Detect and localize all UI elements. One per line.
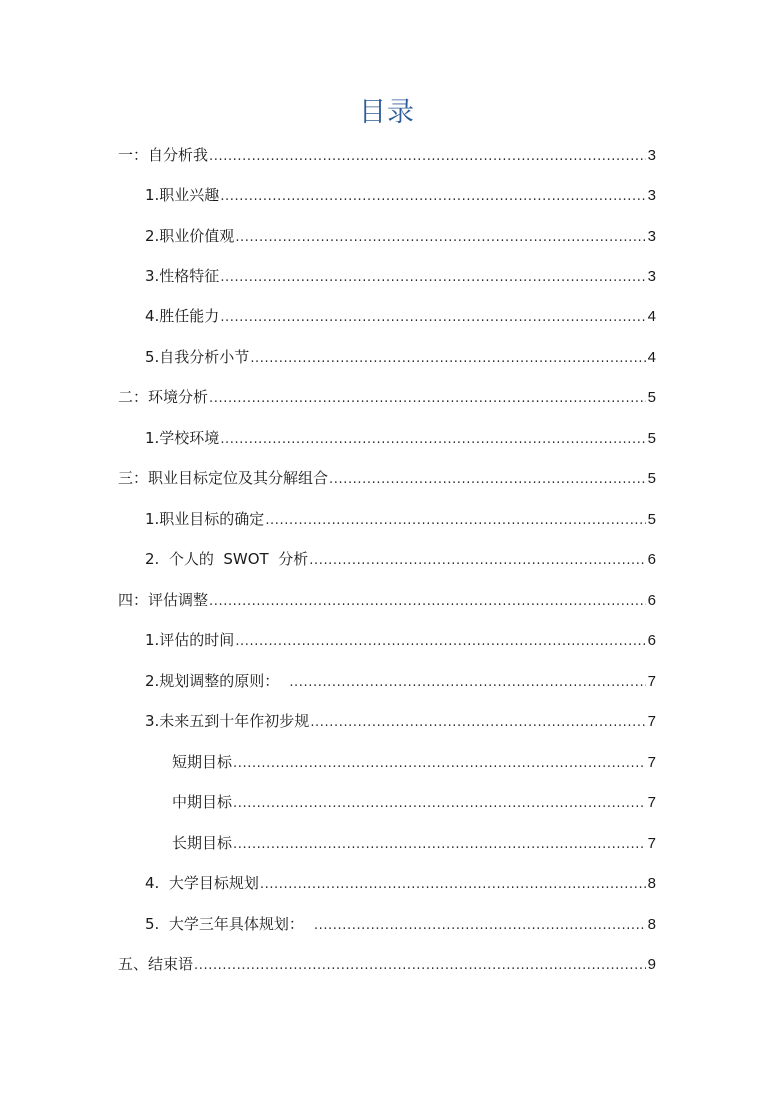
toc-entry-label: 3.性格特征 xyxy=(145,267,220,285)
toc-entry[interactable] xyxy=(145,426,656,450)
toc-entry[interactable] xyxy=(145,669,656,693)
dot-leader xyxy=(233,750,646,776)
toc-entry[interactable] xyxy=(145,912,656,936)
toc-entry-label: 长期目标 xyxy=(172,834,233,852)
toc-entry-label: 1.职业兴趣 xyxy=(145,186,220,204)
toc-entry-page: 6 xyxy=(647,551,656,568)
toc-entry[interactable] xyxy=(145,264,656,288)
toc-entry-label: 1.评估的时间 xyxy=(145,631,235,649)
toc-entry-label: 2.规划调整的原则： xyxy=(145,672,280,690)
toc-entry-label: 4.胜任能力 xyxy=(145,307,220,325)
toc-entry-label: 3.未来五到十年作初步规 xyxy=(145,712,310,730)
dot-leader xyxy=(220,264,645,290)
toc-entry[interactable] xyxy=(145,183,656,207)
toc-entry[interactable] xyxy=(172,790,656,814)
toc-entry-page: 4 xyxy=(647,308,656,325)
toc-entry-label: 5.自我分析小节 xyxy=(145,348,250,366)
dot-leader xyxy=(235,628,645,654)
toc-entry-page: 5 xyxy=(647,470,656,487)
dot-leader xyxy=(310,709,645,735)
toc-entry[interactable] xyxy=(118,143,656,167)
dot-leader xyxy=(209,385,646,411)
dot-leader xyxy=(309,547,645,573)
toc-entry-page: 8 xyxy=(647,875,656,892)
toc-entry[interactable] xyxy=(118,466,656,490)
toc-entry-label: 2.职业价值观 xyxy=(145,227,235,245)
toc-entry-page: 3 xyxy=(647,268,656,285)
toc-entry[interactable] xyxy=(145,345,656,369)
toc-entry[interactable] xyxy=(145,507,656,531)
toc-entry-page: 5 xyxy=(647,430,656,447)
toc-entry-page: 4 xyxy=(647,349,656,366)
toc-entry[interactable] xyxy=(172,750,656,774)
toc-entry[interactable] xyxy=(118,588,656,612)
toc-entry-page: 7 xyxy=(647,835,656,852)
dot-leader xyxy=(220,183,645,209)
toc-entry-page: 6 xyxy=(647,632,656,649)
toc-entry-label: 四：评估调整 xyxy=(118,591,209,609)
toc-entry-label: 中期目标 xyxy=(172,793,233,811)
toc-entry[interactable] xyxy=(172,831,656,855)
toc-entry-page: 5 xyxy=(647,389,656,406)
toc-entry[interactable] xyxy=(118,952,656,976)
dot-leader xyxy=(265,507,645,533)
toc-entry-label: 1.职业目标的确定 xyxy=(145,510,265,528)
toc-entry-page: 6 xyxy=(647,592,656,609)
toc-entry-page: 5 xyxy=(647,511,656,528)
toc-entry-page: 8 xyxy=(647,916,656,933)
dot-leader xyxy=(220,304,645,330)
dot-leader xyxy=(209,588,646,614)
dot-leader xyxy=(233,790,646,816)
toc-entry-page: 9 xyxy=(647,956,656,973)
dot-leader xyxy=(314,912,646,938)
dot-leader xyxy=(260,871,646,897)
toc-entry-label: 短期目标 xyxy=(172,753,233,771)
toc-entry-label: 2. 个人的 SWOT 分析 xyxy=(145,550,309,568)
toc-entry[interactable] xyxy=(118,385,656,409)
dot-leader xyxy=(329,466,646,492)
dot-leader xyxy=(220,426,645,452)
toc-entry[interactable] xyxy=(145,224,656,248)
dot-leader xyxy=(194,952,646,978)
toc-entry-page: 7 xyxy=(647,673,656,690)
toc-entry-label: 1.学校环境 xyxy=(145,429,220,447)
dot-leader xyxy=(289,669,645,695)
dot-leader xyxy=(235,224,645,250)
toc-title: 目录 xyxy=(359,97,415,128)
toc-entry[interactable] xyxy=(145,304,656,328)
toc-entry-label: 二：环境分析 xyxy=(118,388,209,406)
toc-entry-label: 4. 大学目标规划 xyxy=(145,874,259,892)
toc-entry-page: 3 xyxy=(647,147,656,164)
toc-entry-label: 5. 大学三年具体规划： xyxy=(145,915,304,933)
toc-entry[interactable] xyxy=(145,871,656,895)
toc-entry-page: 7 xyxy=(647,754,656,771)
dot-leader xyxy=(250,345,645,371)
toc-entry[interactable] xyxy=(145,628,656,652)
toc-entry-page: 3 xyxy=(647,187,656,204)
dot-leader xyxy=(209,143,646,169)
toc-entry-page: 7 xyxy=(647,713,656,730)
toc-entry-label: 三：职业目标定位及其分解组合 xyxy=(118,469,329,487)
toc-entry-label: 一：自分析我 xyxy=(118,146,209,164)
dot-leader xyxy=(233,831,646,857)
toc-entry[interactable] xyxy=(145,709,656,733)
toc-entry[interactable] xyxy=(145,547,656,571)
toc-entry-page: 3 xyxy=(647,228,656,245)
toc-entry-label: 五、结束语 xyxy=(118,955,194,973)
toc-entry-page: 7 xyxy=(647,794,656,811)
